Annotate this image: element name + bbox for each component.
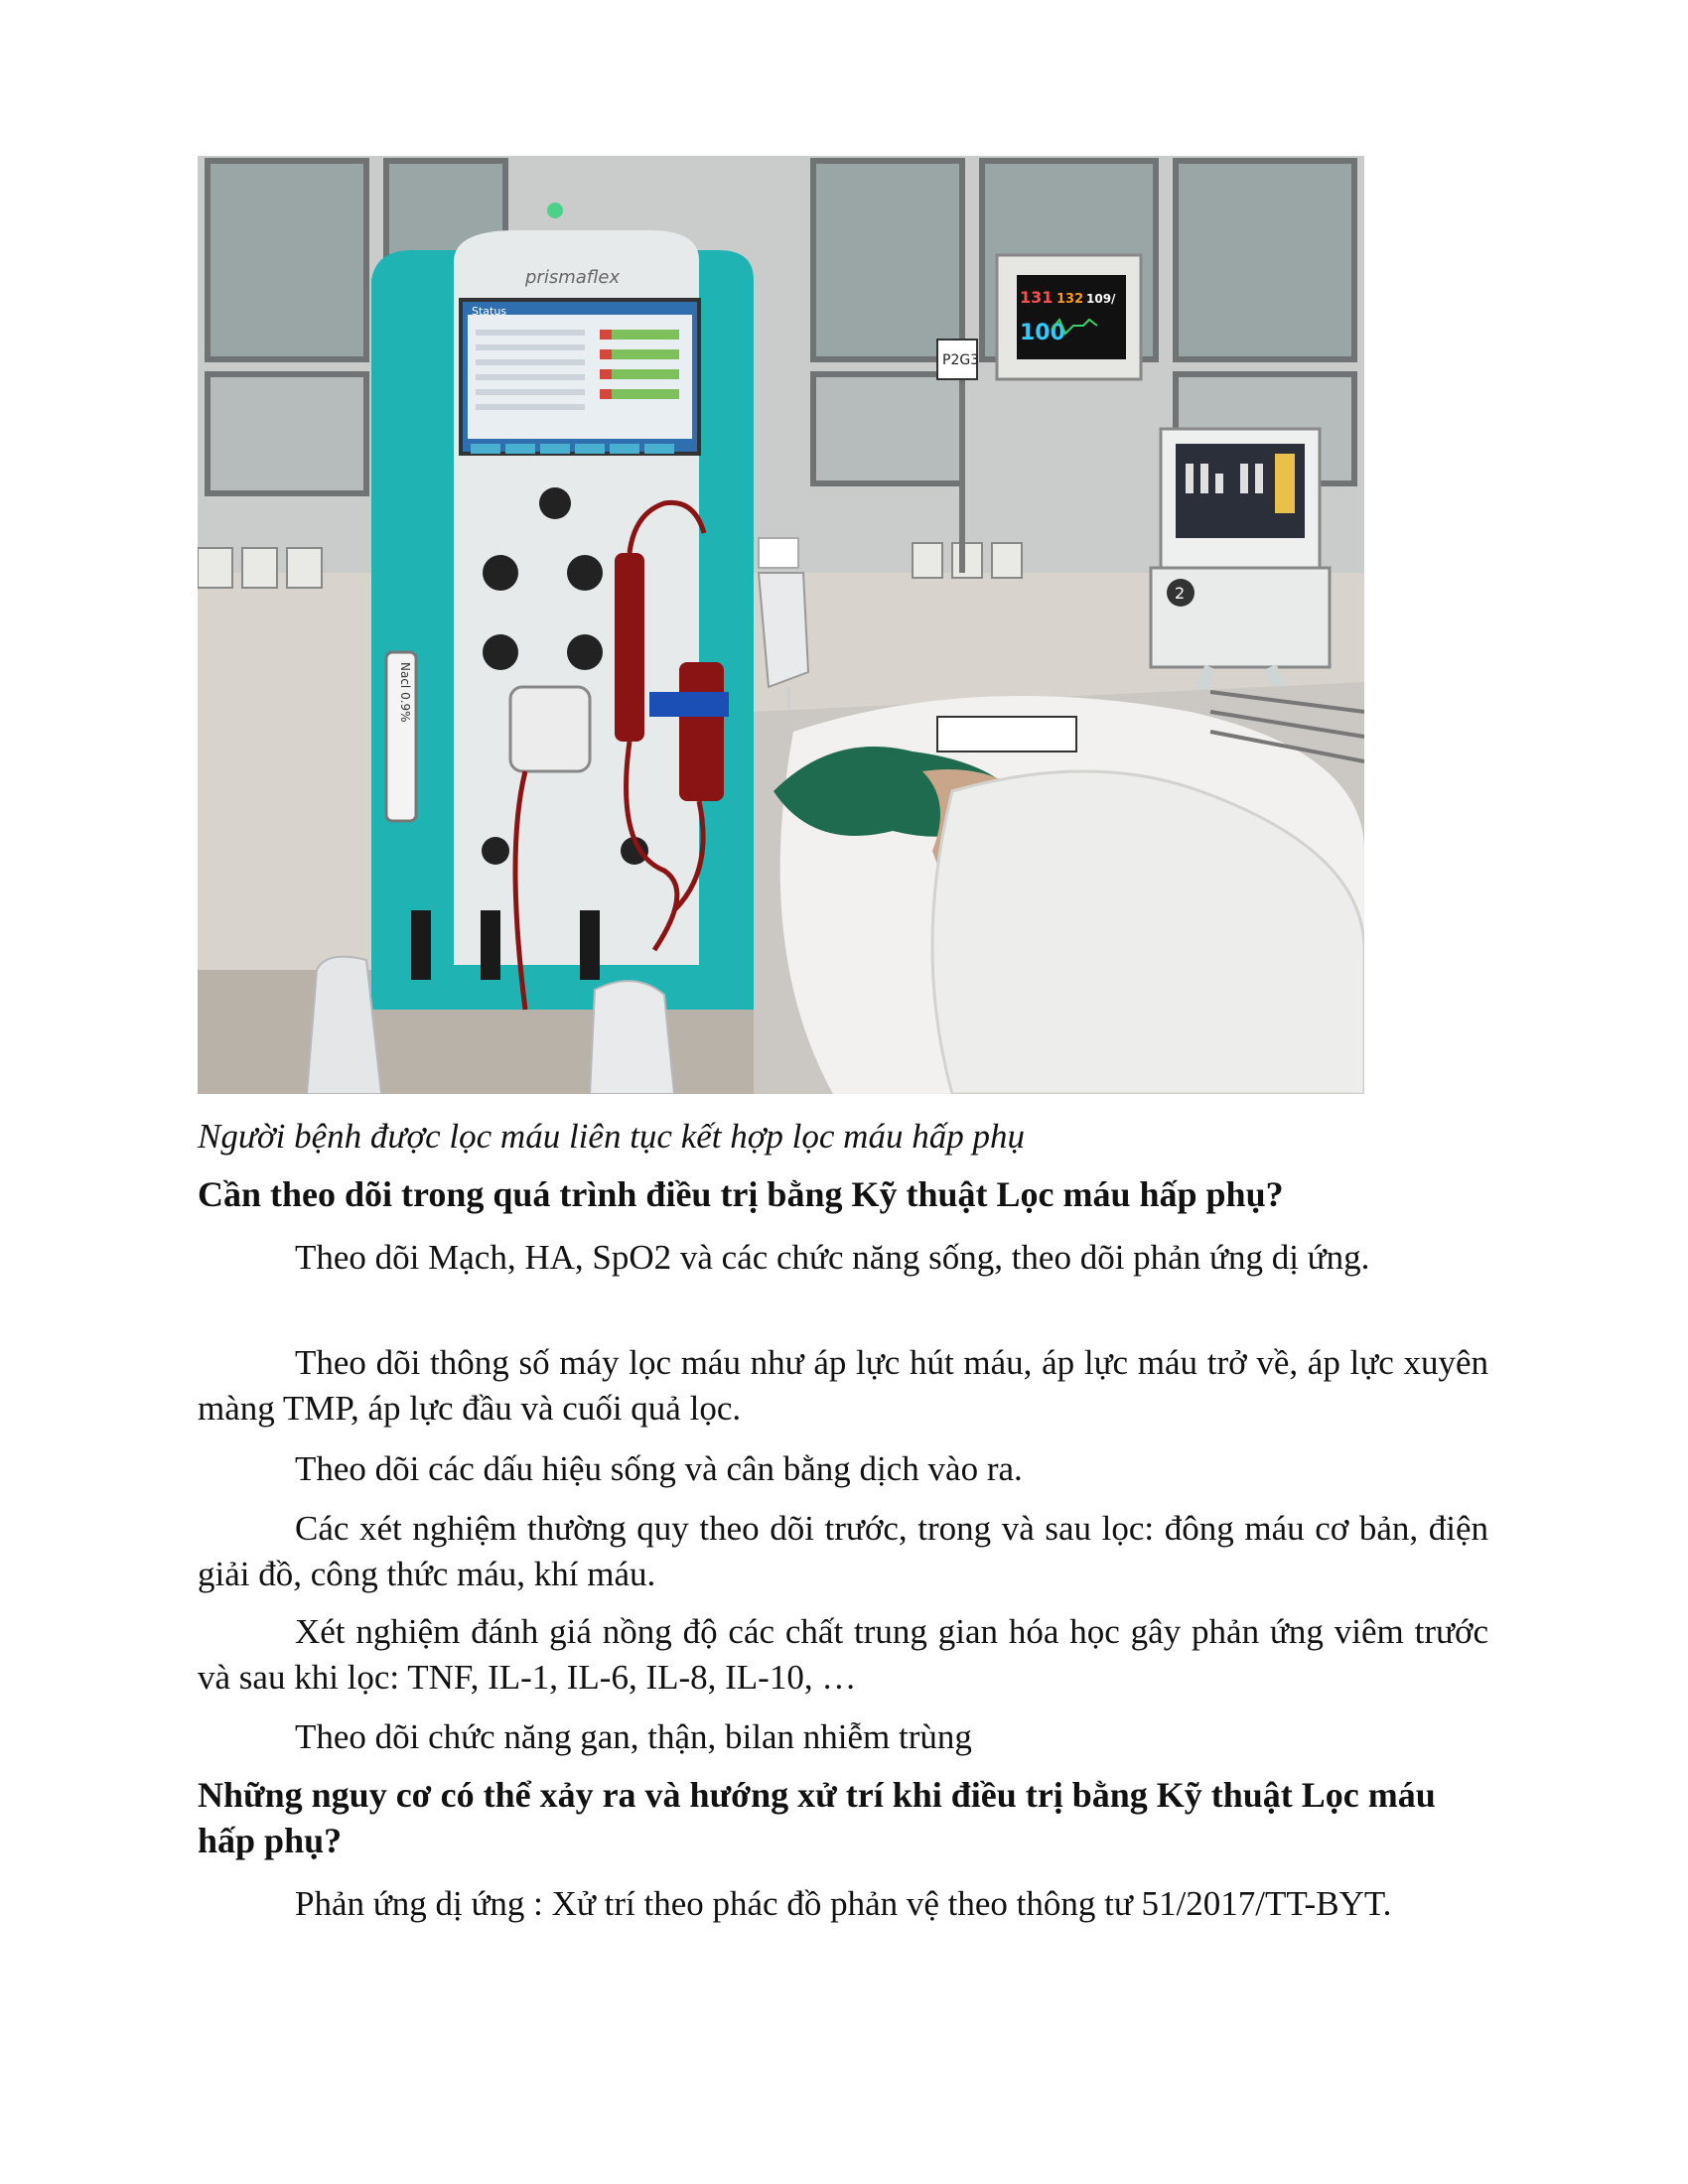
paragraph-inflammatory-markers: Xét nghiệm đánh giá nồng độ các chất trung gian hóa học gây phản ứng viêm trước và sau khi lọc: TNF, IL-1, IL-6, IL-8, IL-10, …: [198, 1612, 1488, 1697]
section-heading-monitoring: Cần theo dõi trong quá trình điều trị bằng Kỹ thuật Lọc máu hấp phụ?: [198, 1174, 1284, 1214]
paragraph-machine-parameters: Theo dõi thông số máy lọc máu như áp lực hút máu, áp lực máu trở về, áp lực xuyên màng TMP, áp lực đầu và cuối quả lọc.: [198, 1343, 1488, 1428]
monitor-pr: 132: [1056, 292, 1084, 307]
monitor-spo2: 100: [1020, 321, 1065, 345]
machine-brand-label: prismaflex: [525, 267, 621, 288]
photo-illustration: [198, 156, 1364, 1094]
dialysis-machine: [371, 203, 754, 1010]
section-heading-risks: Những nguy cơ có thể xảy ra và hướng xử trí khi điều trị bằng Kỹ thuật Lọc máu hấp phụ?: [198, 1775, 1436, 1860]
syringe-label: Nacl 0.9%: [398, 662, 412, 723]
ventilator-number: 2: [1175, 584, 1186, 603]
clinical-photo: [198, 156, 1364, 1094]
paragraph-fluid-balance: Theo dõi các dấu hiệu sống và cân bằng dịch vào ra.: [295, 1449, 1023, 1488]
monitor-bp: 109/: [1086, 292, 1116, 306]
machine-screen-title: Status: [472, 305, 507, 318]
paragraph-vitals: Theo dõi Mạch, HA, SpO2 và các chức năng sống, theo dõi phản ứng dị ứng.: [295, 1238, 1370, 1277]
paragraph-organ-function: Theo dõi chức năng gan, thận, bilan nhiễm trùng: [295, 1717, 972, 1756]
wall-label: P2G3: [942, 352, 980, 368]
paragraph-routine-tests: Các xét nghiệm thường quy theo dõi trước, trong và sau lọc: đông máu cơ bản, điện giải đồ, công thức máu, khí máu.: [198, 1509, 1488, 1593]
paragraph-allergy-management: Phản ứng dị ứng : Xử trí theo phác đồ phản vệ theo thông tư 51/2017/TT-BYT.: [295, 1884, 1392, 1923]
monitor-hr: 131: [1020, 288, 1054, 307]
photo-caption: Người bệnh được lọc máu liên tục kết hợp lọc máu hấp phụ: [198, 1117, 1025, 1156]
patient-bed: [754, 682, 1364, 1094]
